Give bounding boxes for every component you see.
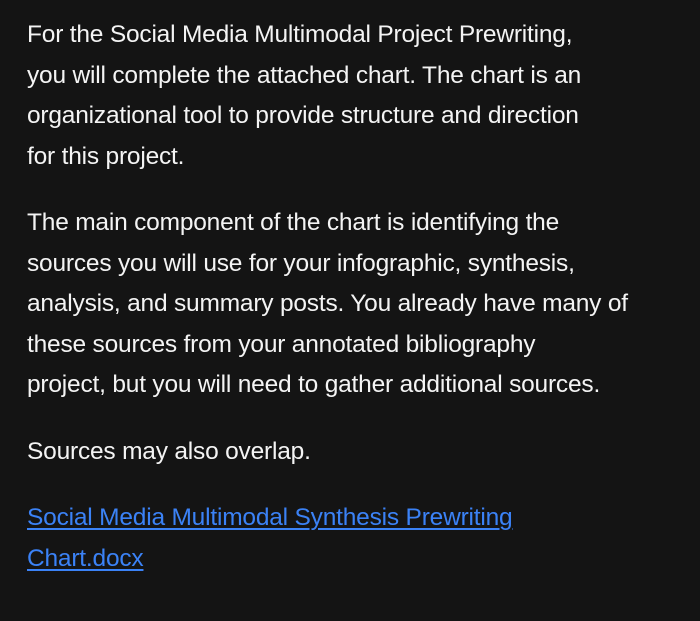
paragraph-overlap: Sources may also overlap. [27, 437, 311, 465]
message-body [27, 15, 682, 579]
attachment-link[interactable]: Social Media Multimodal Synthesis Prewriting Chart.docx [27, 504, 513, 572]
truncated-next-line [27, 608, 647, 621]
paragraph-intro: For the Social Media Multimodal Project Prewriting, you will complete the attached chart. The chart is an organizational tool to provide structure and direction for this project. [27, 21, 582, 170]
paragraph-sources: The main component of the chart is identifying the sources you will use for your infographic, synthesis, analysis, and summary posts. You already have many of these sources from your annotated bibliography project, but you will need to gather additional sources. [27, 209, 628, 398]
